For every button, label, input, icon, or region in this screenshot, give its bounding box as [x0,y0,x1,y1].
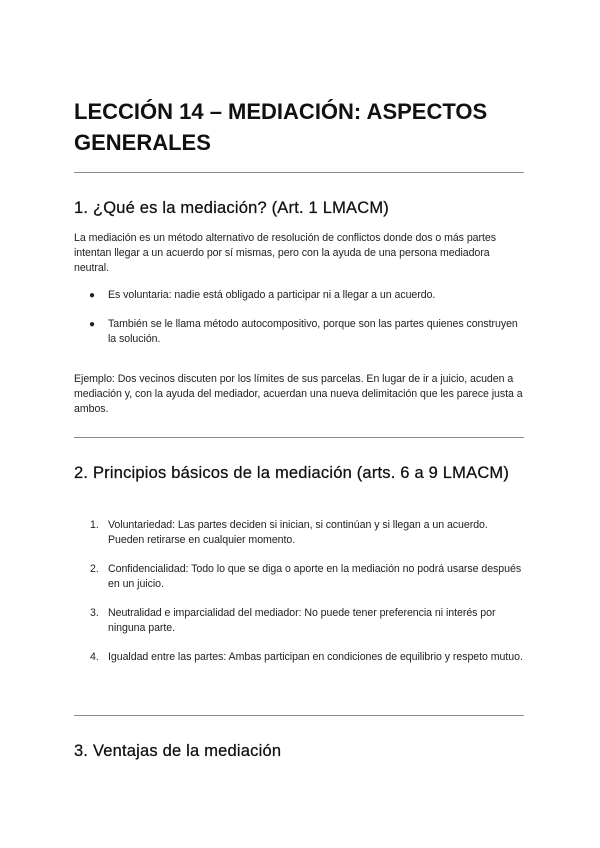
list-item-number: 2. [90,563,99,575]
list-item [74,317,526,347]
section-divider [74,715,524,716]
list-item [74,518,526,548]
list-item-text: Voluntariedad: Las partes deciden si inician, si continúan y si llegan a un acuerdo. Pueden retirarse en cualquier momento. [108,519,488,546]
list-item-text: Es voluntaria: nadie está obligado a participar ni a llegar a un acuerdo. [108,289,436,301]
list-item [74,650,526,665]
list-item-number: 3. [90,607,99,619]
bullet-icon: ● [89,290,95,301]
list-item [74,562,526,592]
section-1-heading: 1. ¿Qué es la mediación? (Art. 1 LMACM) [74,199,389,217]
list-item-number: 1. [90,519,99,531]
page-title: LECCIÓN 14 – MEDIACIÓN: ASPECTOS GENERALES [74,99,488,155]
section-2-numbered-list [74,518,526,665]
list-item-text: También se le llama método autocompositivo, porque son las partes quienes construyen la solución. [108,318,518,345]
section-2-heading: 2. Principios básicos de la mediación (arts. 6 a 9 LMACM) [74,464,510,482]
section-divider [74,172,524,173]
section-1-bullet-list [74,288,526,347]
list-item-text: Confidencialidad: Todo lo que se diga o aporte en la mediación no podrá usarse después en un juicio. [108,563,522,590]
list-item-text: Neutralidad e imparcialidad del mediador: No puede tener preferencia ni interés por ninguna parte. [108,607,496,634]
list-item [74,606,526,636]
section-3-heading: 3. Ventajas de la mediación [74,742,282,760]
list-item [74,288,526,303]
section-divider [74,437,524,438]
list-item-number: 4. [90,651,99,663]
bullet-icon: ● [89,319,95,330]
section-1-intro-paragraph: La mediación es un método alternativo de resolución de conflictos donde dos o más partes intentan llegar a un acuerdo por sí mismas, pero con la ayuda de una persona mediadora neutral. [74,232,496,274]
list-item-text: Igualdad entre las partes: Ambas participan en condiciones de equilibrio y respeto mutuo. [108,651,523,663]
section-1-example-paragraph: Ejemplo: Dos vecinos discuten por los límites de sus parcelas. En lugar de ir a juicio, acuden a mediación y, con la ayuda del mediador, acuerdan una nueva delimitación que les parece justa a ambos. [74,373,523,415]
